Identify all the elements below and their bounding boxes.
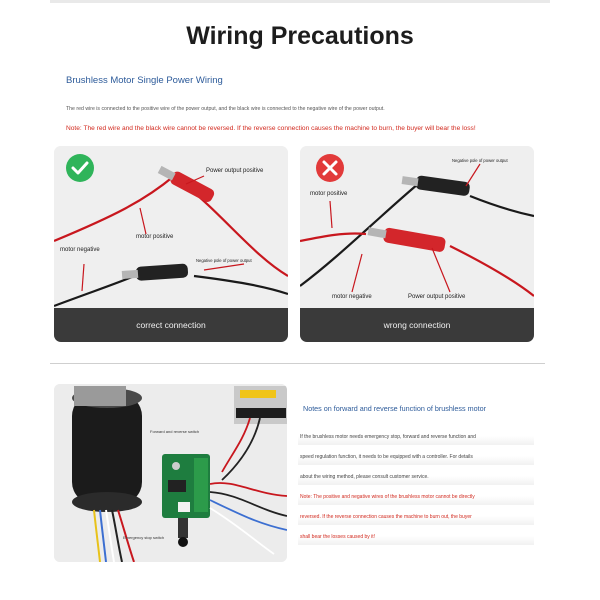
label-power-output-positive: Power output positive [206, 168, 264, 174]
top-divider [50, 0, 550, 3]
label-negative-pole: Negative pole of power output [196, 258, 252, 263]
label-motor-positive-wrong: motor positive [310, 191, 348, 197]
warning-line-3: shall bear the losses caused by it! [300, 534, 376, 540]
label-motor-negative-wrong: motor negative [332, 294, 372, 300]
correct-connection-caption: correct connection [54, 308, 288, 342]
note-line-3: about the wiring method, please consult customer service. [300, 474, 429, 480]
correct-connection-photo [54, 146, 288, 342]
warning-line-2: reversed. If the reverse connection causes the machine to burn out, the buyer [300, 514, 472, 520]
label-motor-positive: motor positive [136, 234, 174, 240]
check-icon [66, 154, 94, 182]
forward-reverse-notes-title: Notes on forward and reverse function of brushless motor [303, 404, 486, 413]
single-power-description: The red wire is connected to the positive wire of the power output, and the black wire is connected to the negative wire of the power output. [66, 106, 385, 112]
page-title: Wiring Precautions [186, 22, 414, 50]
wrong-connection-photo [300, 146, 534, 342]
label-power-output-positive-wrong: Power output positive [408, 294, 466, 300]
controller-photo [54, 384, 287, 562]
warning-line-1: Note: The positive and negative wires of the brushless motor cannot be directly [300, 494, 475, 500]
wrong-connection-caption: wrong connection [300, 308, 534, 342]
cross-icon [316, 154, 344, 182]
single-power-note: Note: The red wire and the black wire cannot be reversed. If the reverse connection causes the machine to burn, the buyer will bear the loss! [66, 125, 476, 132]
note-line-1: If the brushless motor needs emergency stop, forward and reverse function and [300, 434, 476, 440]
section-divider [50, 363, 545, 364]
controller-illustration [54, 384, 287, 562]
note-line-2: speed regulation function, it needs to be equipped with a controller. For details [300, 454, 473, 460]
forward-reverse-switch-label: Forward and reverse switch [150, 429, 200, 434]
label-negative-pole-wrong: Negative pole of power output [452, 158, 508, 163]
emergency-stop-switch-label: Emergency stop switch [123, 535, 165, 540]
label-motor-negative: motor negative [60, 247, 100, 253]
single-power-heading: Brushless Motor Single Power Wiring [66, 75, 223, 86]
